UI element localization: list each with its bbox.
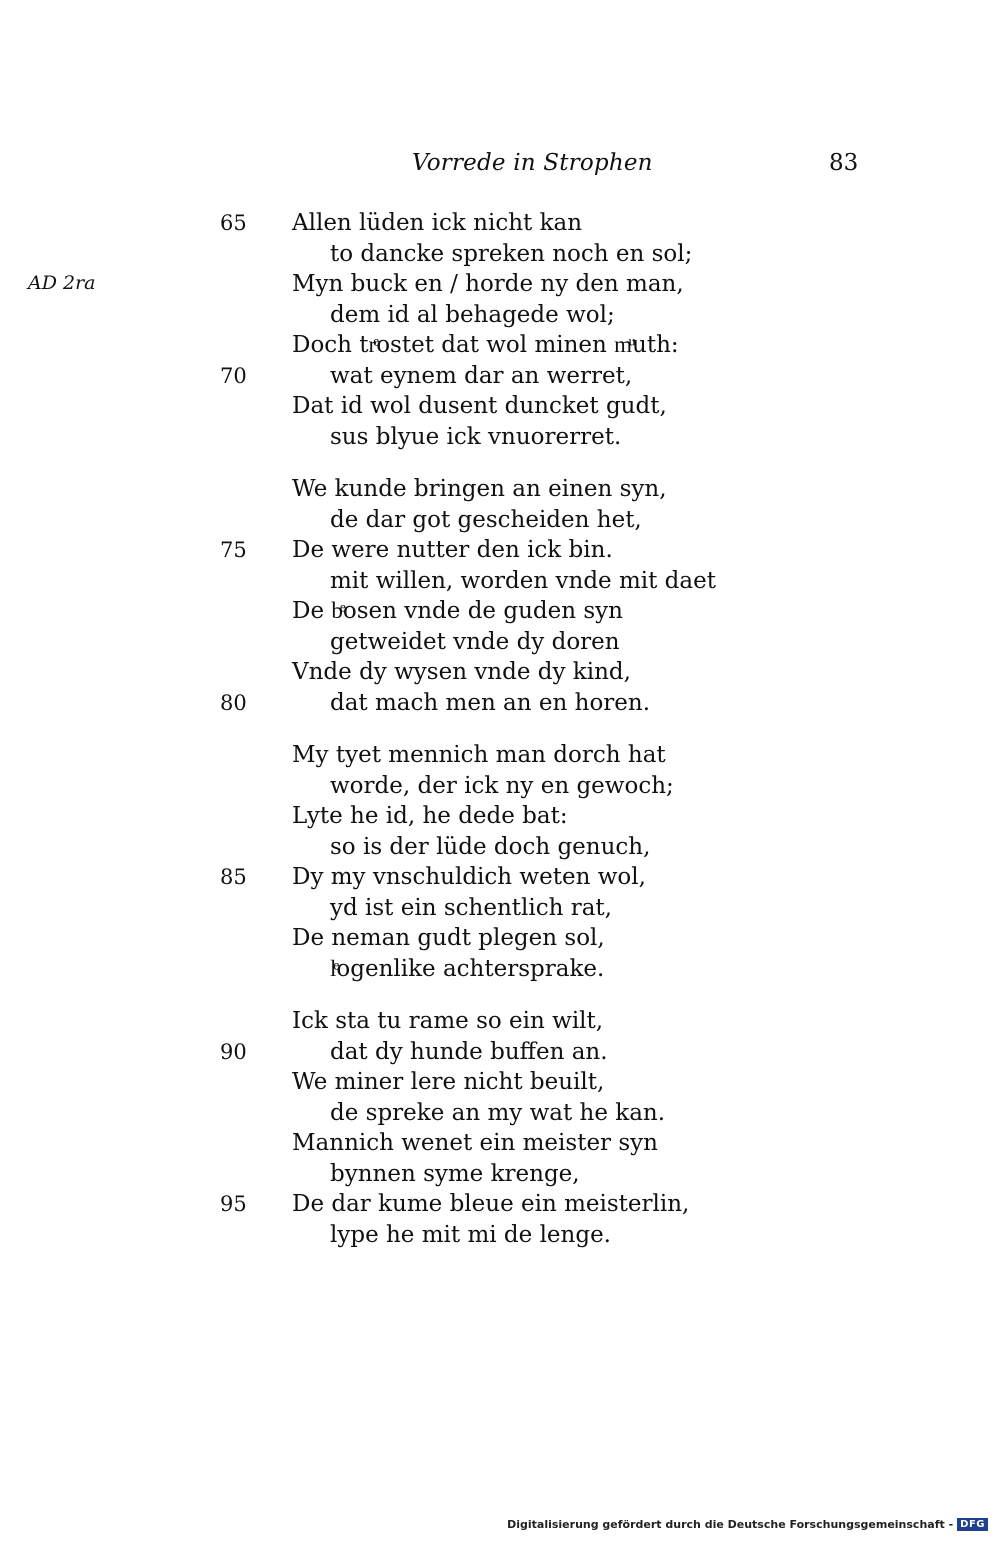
verse-line xyxy=(0,239,1000,270)
verse-line xyxy=(0,1220,1000,1251)
marginal-note: AD 2ra xyxy=(28,272,96,294)
verse-text: De neman gudt plegen sol, xyxy=(292,925,605,951)
footer-text: Digitalisierung gefördert durch die Deutsche Forschungsgemeinschaft - xyxy=(507,1518,954,1531)
verse-text: De bͤosen vnde de guden syn xyxy=(292,598,623,624)
verse-text: De dar kume bleue ein meisterlin, xyxy=(292,1191,690,1217)
stanza xyxy=(0,208,1000,452)
line-number: 85 xyxy=(220,865,247,889)
verse-text: Ick sta tu rame so ein wilt, xyxy=(292,1008,604,1034)
verse-text: Vnde dy wysen vnde dy kind, xyxy=(292,659,631,685)
verse-text: getweidet vnde dy doren xyxy=(330,628,620,655)
line-number: 90 xyxy=(220,1039,247,1064)
verse-text: Dy my vnschuldich weten wol, xyxy=(292,864,646,890)
dfg-footer[interactable] xyxy=(507,1518,988,1531)
verse-text: de spreke an my wat he kan. xyxy=(330,1099,666,1126)
verse-text: We miner lere nicht beuilt, xyxy=(292,1069,605,1095)
verse-line xyxy=(0,923,1000,954)
verse-line xyxy=(0,1189,1000,1220)
verse-line xyxy=(0,862,1000,893)
verse-text: yd ist ein schentlich rat, xyxy=(330,894,612,921)
verse-text: bynnen syme krenge, xyxy=(330,1160,580,1187)
verse-text: Allen lüden ick nicht kan xyxy=(292,210,583,236)
verse-line xyxy=(0,300,1000,331)
verse-line xyxy=(0,596,1000,627)
verse-text: wat eynem dar an werret, xyxy=(330,362,633,389)
verse-line xyxy=(0,535,1000,566)
verse-text: Dat id wol dusent duncket gudt, xyxy=(292,393,667,419)
page-number: 83 xyxy=(829,150,859,176)
dfg-logo: DFG xyxy=(957,1518,988,1531)
verse-text: My tyet mennich man dorch hat xyxy=(292,742,666,768)
verse-text: de dar got gescheiden het, xyxy=(330,506,642,533)
verse-line xyxy=(0,832,1000,863)
verse-text: sus blyue ick vnuorerret. xyxy=(330,423,622,450)
verse-line xyxy=(0,1037,1000,1068)
verse-line xyxy=(0,361,1000,392)
verse-line xyxy=(0,627,1000,658)
verse-text: dem id al behagede wol; xyxy=(330,301,615,328)
line-number: 65 xyxy=(220,211,247,235)
line-number: 80 xyxy=(220,690,247,715)
stanza xyxy=(0,740,1000,984)
verse-line xyxy=(0,1159,1000,1190)
verse-text: mit willen, worden vnde mit daet xyxy=(330,567,716,594)
verse-line xyxy=(0,1067,1000,1098)
verse-line xyxy=(0,688,1000,719)
stanza xyxy=(0,1006,1000,1250)
verse-text: worde, der ick ny en gewoch; xyxy=(330,772,674,799)
verse-line xyxy=(0,893,1000,924)
verse-line xyxy=(0,1098,1000,1129)
verse-text: Doch trͤostet dat wol minen mͧuth: xyxy=(292,332,679,358)
verse-text: Lyte he id, he dede bat: xyxy=(292,803,568,829)
verse-line xyxy=(0,422,1000,453)
verse-text: Mannich wenet ein meister syn xyxy=(292,1130,658,1156)
verse-text: De were nutter den ick bin. xyxy=(292,537,613,563)
verse-text: We kunde bringen an einen syn, xyxy=(292,476,667,502)
poem xyxy=(0,208,1000,1272)
verse-line xyxy=(0,801,1000,832)
verse-text: lype he mit mi de lenge. xyxy=(330,1221,611,1248)
verse-line xyxy=(0,208,1000,239)
verse-line xyxy=(0,505,1000,536)
verse-line xyxy=(0,1128,1000,1159)
verse-line xyxy=(0,391,1000,422)
verse-text: Myn buck en / horde ny den man, xyxy=(292,271,684,297)
verse-line xyxy=(0,474,1000,505)
line-number: 70 xyxy=(220,363,247,388)
verse-text: dat mach men an en horen. xyxy=(330,689,651,716)
verse-line xyxy=(0,740,1000,771)
verse-line xyxy=(0,269,1000,300)
verse-line xyxy=(0,657,1000,688)
verse-line xyxy=(0,330,1000,361)
verse-text: dat dy hunde buffen an. xyxy=(330,1038,608,1065)
verse-text: so is der lüde doch genuch, xyxy=(330,833,651,860)
verse-line xyxy=(0,1006,1000,1037)
verse-line xyxy=(0,954,1000,985)
verse-text: lͤogenlike achtersprake. xyxy=(330,955,605,982)
verse-line xyxy=(0,566,1000,597)
running-head: Vorrede in Strophen xyxy=(412,150,653,176)
stanza xyxy=(0,474,1000,718)
line-number: 95 xyxy=(220,1192,247,1216)
line-number: 75 xyxy=(220,538,247,562)
verse-text: to dancke spreken noch en sol; xyxy=(330,240,693,267)
verse-line xyxy=(0,771,1000,802)
